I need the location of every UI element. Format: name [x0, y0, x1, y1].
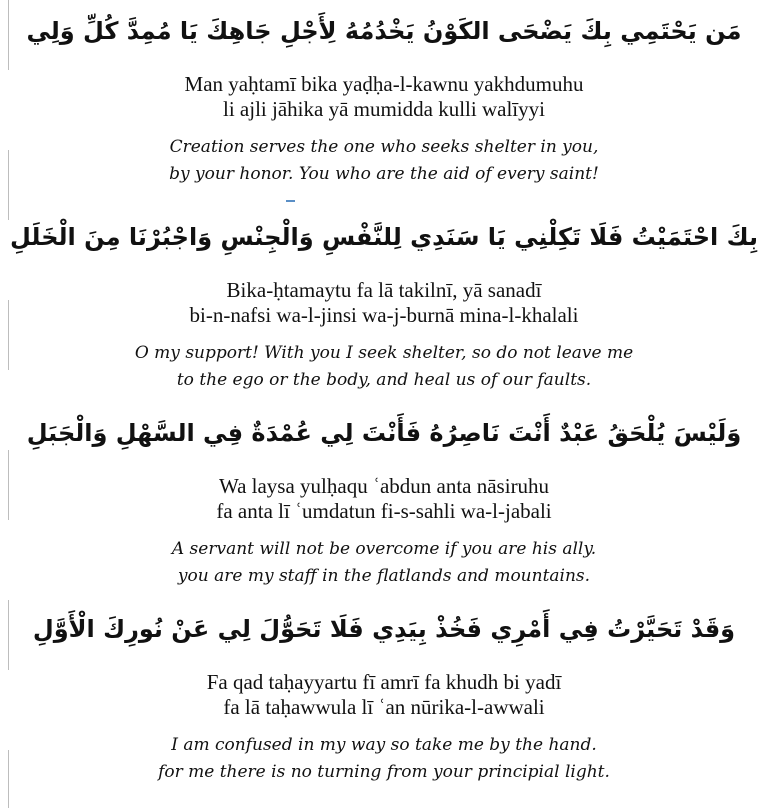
translation-line-2: you are my staff in the flatlands and mountains.	[177, 566, 591, 586]
transliteration-line-2: fa anta lī ʿumdatun fi-s-sahli wa-l-jabali	[216, 499, 552, 523]
arabic-verse: وَلَيْسَ يُلْحَقُ عَبْدٌ أَنْتَ نَاصِرُهُ فَأَنْتَ لِي عُمْدَةٌ فِي السَّهْلِ وَالْجَبَلِ	[26, 419, 742, 447]
translation-line-2: by your honor. You who are the aid of every saint!	[169, 164, 599, 184]
stanza-2	[0, 220, 768, 394]
translation-line-1: A servant will not be overcome if you are his ally.	[171, 539, 597, 559]
translation-line-1: O my support! With you I seek shelter, so do not leave me	[134, 343, 634, 363]
stanza-4	[0, 612, 768, 786]
translation-line-2: to the ego or the body, and heal us of our faults.	[176, 370, 592, 390]
stanza-3	[0, 416, 768, 590]
transliteration-line-1: Man yaḥtamī bika yaḍḥa-l-kawnu yakhdumuhu	[184, 72, 584, 96]
transliteration-line-2: li ajli jāhika yā mumidda kulli walīyyi	[223, 97, 545, 121]
blue-mark	[286, 200, 295, 202]
transliteration-line-2: bi-n-nafsi wa-l-jinsi wa-j-burnā mina-l-khalali	[189, 303, 579, 327]
transliteration-line-1: Fa qad taḥayyartu fī amrī fa khudh bi yadī	[206, 670, 562, 694]
arabic-verse: وَقَدْ تَحَيَّرْتُ فِي أَمْرِي فَخُذْ بِيَدِي فَلَا تَحَوُّلَ لِي عَنْ نُورِكَ الْأَوَّلِ	[32, 615, 736, 643]
translation-line-1: I am confused in my way so take me by the hand.	[171, 735, 597, 755]
transliteration-line-1: Wa laysa yulḥaqu ʿabdun anta nāsiruhu	[218, 474, 550, 498]
transliteration-line-2: fa lā taḥawwula lī ʿan nūrika-l-awwali	[223, 695, 545, 719]
stanza-1	[0, 14, 768, 188]
translation-line-2: for me there is no turning from your principial light.	[158, 762, 610, 782]
translation-line-1: Creation serves the one who seeks shelter in you,	[169, 137, 599, 157]
transliteration-line-1: Bika-ḥtamaytu fa lā takilnī, yā sanadī	[226, 278, 542, 302]
arabic-verse: مَن يَحْتَمِي بِكَ يَضْحَى الكَوْنُ يَخْدُمُهُ لِأَجْلِ جَاهِكَ يَا مُمِدَّ كُلِّ وَلِي	[26, 17, 742, 45]
arabic-verse: بِكَ احْتَمَيْتُ فَلَا تَكِلْنِي يَا سَنَدِي لِلنَّفْسِ وَالْجِنْسِ وَاجْبُرْنَا مِنَ الْخَلَلِ	[10, 223, 758, 251]
